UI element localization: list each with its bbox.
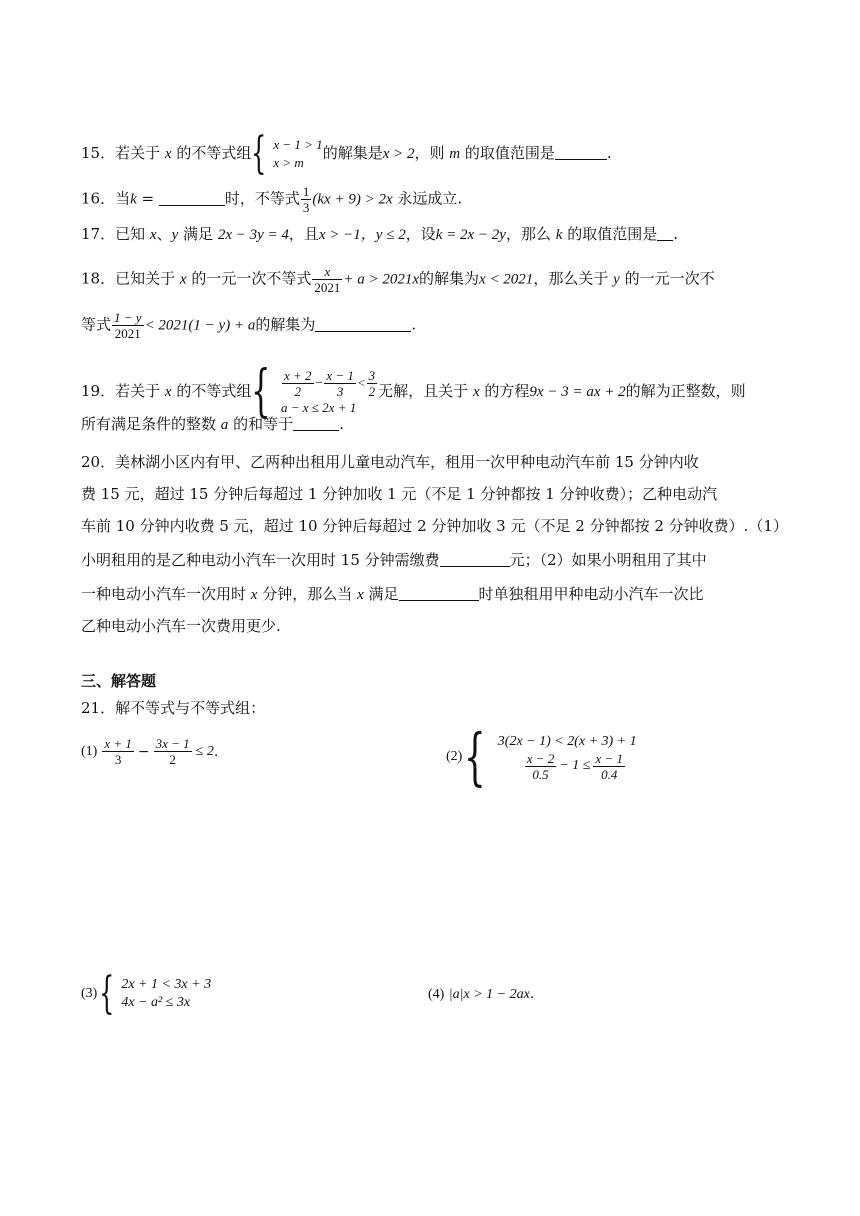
question-16: 16．当k = 时，不等式 $\frac{1}{3}$ (kx + 9) > 2x 永远成立. [81, 184, 463, 215]
question-18-line-1: 18．已知关于 x 的一元一次不等式 $\frac{x}{2021}$ + a > 2021x的解集为x < 2021，那么关于 y 的一元一次不 [81, 264, 715, 295]
question-20-line-2: 费 15 元，超过 15 分钟后每超过 1 分钟加收 1 元（不足 1 分钟都按 1 分钟收费）；乙种电动汽 [81, 485, 718, 503]
question-20-line-6: 乙种电动小汽车一次费用更少. [81, 617, 281, 635]
answer-blank[interactable] [399, 586, 479, 601]
question-20-line-1: 20．美林湖小区内有甲、乙两种出租用儿童电动汽车，租用一次甲种电动汽车前 15 分钟内收 [81, 453, 699, 471]
question-21-part-3: (3) { 2x + 1 < 3x + 3 4x − a² ≤ 3x [81, 968, 212, 1019]
fraction: $\frac{1 - y}{2021}$ [114, 310, 142, 341]
fraction: $\frac{x + 1}{3}$ [104, 736, 132, 767]
answer-blank[interactable] [315, 317, 411, 332]
fraction: $\frac{3x - 1}{2}$ [155, 736, 190, 767]
question-17: 17．已知 x、y 满足 2x − 3y = 4，且x > −1，y ≤ 2，设k = 2x − 2y，那么 k 的取值范围是 . [81, 225, 678, 243]
answer-blank[interactable] [555, 145, 607, 160]
question-21-part-4: (4) |a|x > 1 − 2ax. [428, 986, 535, 1002]
fraction: $\frac{x}{2021}$ [314, 264, 341, 295]
inequality-system: { 3(2x − 1) < 2(x + 3) + 1 $\frac{x - 2}{0.5}$ − 1 ≤ $\frac{x - 1}{0.4}$ [464, 720, 637, 793]
question-19-line-2: 所有满足条件的整数 a 的和等于 . [81, 415, 344, 433]
question-20-line-3: 车前 10 分钟内收费 5 元，超过 10 分钟后每超过 2 分钟加收 3 元（不足 2 分钟都按 2 分钟收费）.（1） [81, 517, 788, 535]
question-15: 15．若关于 x 的不等式组 { x − 1 > 1 x > m 的解集是x > 2，则 m 的取值范围是 . [81, 128, 612, 179]
question-20-line-4: 小明租用的是乙种电动小汽车一次用时 15 分钟需缴费 元；（2）如果小明租用了其中 [81, 551, 707, 569]
question-21-title: 21．解不等式与不等式组： [81, 699, 266, 717]
question-20-line-5: 一种电动小汽车一次用时 x 分钟，那么当 x 满足 时单独租用甲种电动小汽车一次比 [81, 585, 704, 603]
answer-blank[interactable] [293, 416, 339, 431]
inequality-system: { $\frac{x + 2}{2}$ − $\frac{x - 1}{3}$ < $\frac{3}{2}$ a − x ≤ 2x + 1 [251, 359, 376, 424]
inequality-system: { 2x + 1 < 3x + 3 4x − a² ≤ 3x [99, 968, 212, 1019]
answer-blank[interactable] [159, 191, 225, 206]
inequality-system: { x − 1 > 1 x > m [251, 128, 323, 179]
section-heading: 三、解答题 [81, 672, 157, 690]
answer-blank[interactable] [657, 226, 673, 241]
question-21-part-1: (1) $\frac{x + 1}{3}$ − $\frac{3x - 1}{2}$ ≤ 2 . [81, 736, 219, 767]
fraction: $\frac{1}{3}$ [302, 184, 310, 215]
question-21-part-2: (2) { 3(2x − 1) < 2(x + 3) + 1 $\frac{x - 2}{0.5}$ − 1 ≤ $\frac{x - 1}{0.4}$ [446, 720, 637, 793]
question-18-line-2: 等式 $\frac{1 - y}{2021}$ < 2021(1 − y) + a的解集为 . [81, 310, 417, 341]
answer-blank[interactable] [440, 552, 510, 567]
question-19-line-1: 19．若关于 x 的不等式组 { $\frac{x + 2}{2}$ − $\frac{x - 1}{3}$ < $\frac{3}{2}$ a − x ≤ 2x + 1 无解，且关于 x 的方程9x − 3 = ax + 2的解为正整数，则 [81, 359, 746, 424]
